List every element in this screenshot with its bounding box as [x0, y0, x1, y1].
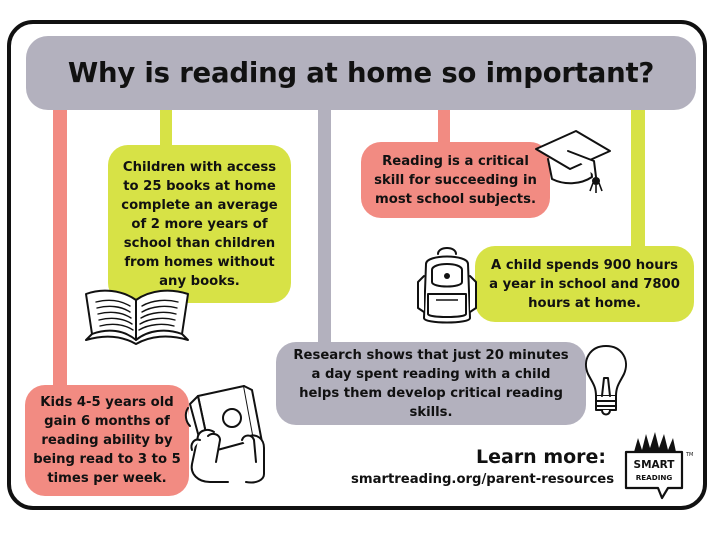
logo-text-reading: READING — [635, 473, 673, 482]
connector-line-grey-center — [318, 108, 331, 344]
fact-box-research — [276, 342, 586, 425]
connector-line-pink-left — [53, 108, 67, 390]
logo-text-smart: SMART — [633, 459, 675, 471]
connector-line-pink-right — [438, 108, 450, 146]
fact-box-kids — [25, 385, 189, 496]
fact-box-books-at-home — [108, 145, 291, 303]
learn-more-label: Learn more: — [476, 446, 607, 468]
hands-holding-book-icon — [184, 378, 276, 486]
fact-box-hours — [475, 246, 694, 322]
backpack-icon — [416, 242, 478, 328]
smart-reading-logo — [622, 432, 696, 502]
fact-text-research: Research shows that just 20 minutes a day spent reading with a child helps them develop critical reading skills. — [293, 347, 569, 420]
connector-line-lime-right — [631, 108, 645, 248]
page-title: Why is reading at home so important? — [67, 57, 655, 89]
connector-line-lime-left — [160, 108, 172, 150]
resources-link[interactable]: smartreading.org/parent-resources — [351, 472, 615, 487]
title-bar — [26, 36, 696, 110]
fact-box-critical-skill — [361, 142, 550, 218]
fact-text-hours: A child spends 900 hours a year in school and 7800 hours at home. — [489, 257, 680, 311]
light-bulb-icon — [578, 338, 634, 424]
open-book-icon — [78, 282, 196, 348]
graduation-cap-icon — [532, 125, 614, 195]
fact-text-kids: Kids 4-5 years old gain 6 months of reading ability by being read to 3 to 5 times per week. — [33, 395, 181, 486]
logo-trademark: TM — [686, 452, 694, 458]
fact-text-critical-skill: Reading is a critical skill for succeeding in most school subjects. — [374, 153, 537, 207]
fact-text-books-at-home: Children with access to 25 books at home complete an average of 2 more years of school than children from homes without any books. — [121, 159, 278, 289]
